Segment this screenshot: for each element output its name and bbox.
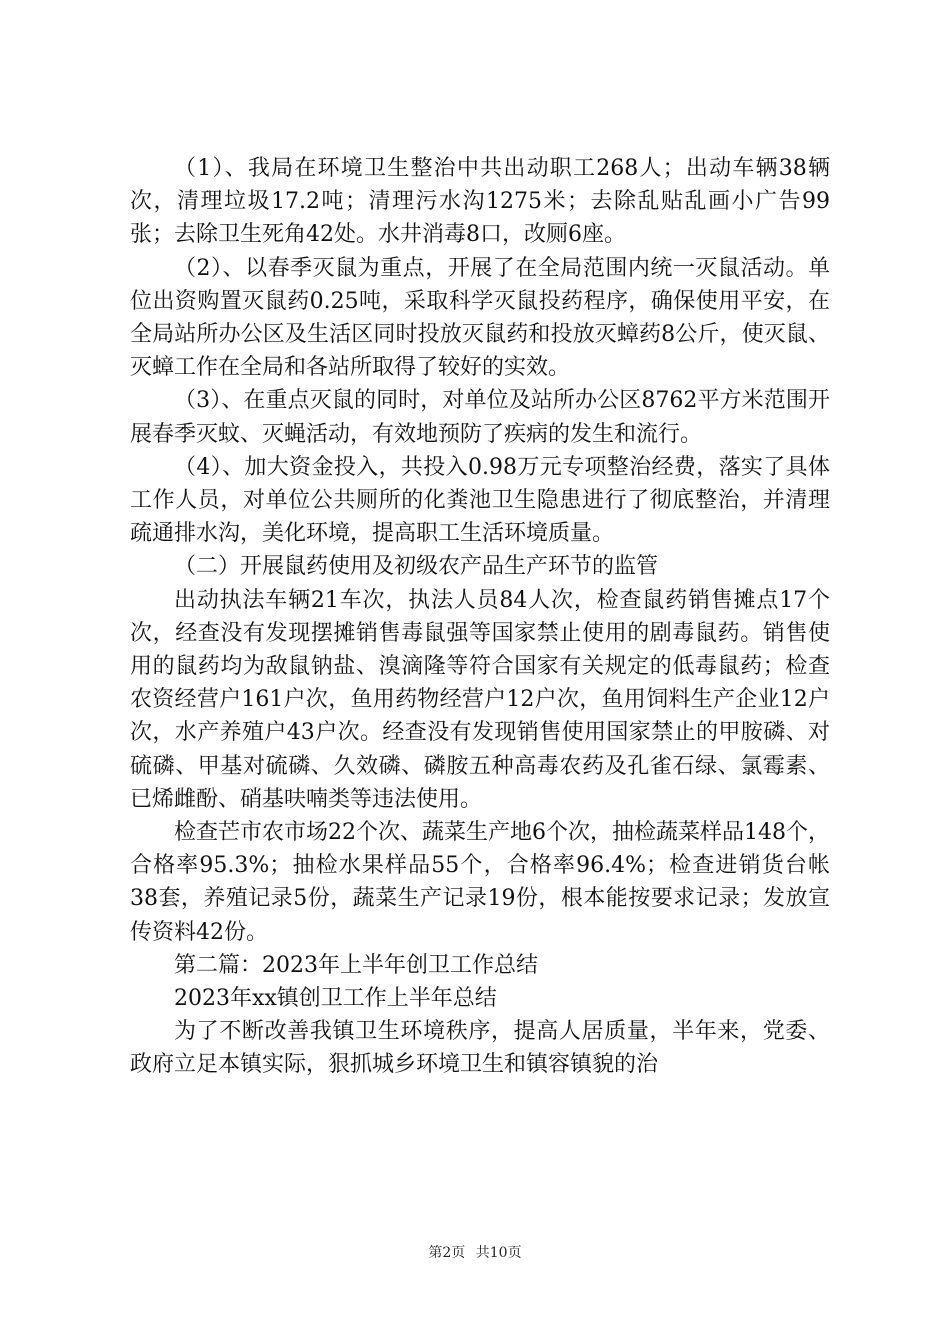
section-heading: （二）开展鼠药使用及初级农产品生产环节的监管 xyxy=(174,554,659,580)
paragraph-1: （1）、我局在环境卫生整治中共出动职工268人；出动车辆38辆次，清理垃圾17.2吨；清理污水沟1275米；去除乱贴乱画小广告99张；去除卫生死角42处。水井消毒8口，改厕6座。 xyxy=(130,156,830,248)
paragraph-3: （3）、在重点灭鼠的同时，对单位及站所办公区8762平方米范围开展春季灭蚊、灭蝇活动，有效地预防了疾病的发生和流行。 xyxy=(130,388,830,447)
report-title: 2023年xx镇创卫工作上半年总结 xyxy=(174,986,497,1012)
document-body xyxy=(130,152,830,1082)
chapter-title: 第二篇：2023年上半年创卫工作总结 xyxy=(174,952,538,978)
paragraph-6: 检查芒市农市场22个次、蔬菜生产地6个次，抽检蔬菜样品148个，合格率95.3%；抽检水果样品55个，合格率96.4%；检查进销货台帐38套，养殖记录5份，蔬菜生产记录19份，根本能按要求记录；发放宣传资料42份。 xyxy=(130,820,830,945)
page-number: 第2页 xyxy=(428,1245,466,1261)
paragraph-5: 出动执法车辆21车次，执法人员84人次，检查鼠药销售摊点17个次，经查没有发现摆摊销售毒鼠强等国家禁止使用的剧毒鼠药。销售使用的鼠药均为敌鼠钠盐、溴滴隆等符合国家有关规定的低毒鼠药；检查农资经营户161户次，鱼用药物经营户12户次，鱼用饲料生产企业12户次，水产养殖户43户次。经查没有发现销售使用国家禁止的甲胺磷、对硫磷、甲基对硫磷、久效磷、磷胺五种高毒农药及孔雀石绿、氯霉素、已烯雌酚、硝基呋喃类等违法使用。 xyxy=(130,587,830,812)
paragraph-2: （2）、以春季灭鼠为重点，开展了在全局范围内统一灭鼠活动。单位出资购置灭鼠药0.25吨，采取科学灭鼠投药程序，确保使用平安，在全局站所办公区及生活区同时投放灭鼠药和投放灭蟑药8公斤，使灭鼠、灭蟑工作在全局和各站所取得了较好的实效。 xyxy=(130,255,830,381)
paragraph-4: （4）、加大资金投入，共投入0.98万元专项整治经费，落实了具体工作人员，对单位公共厕所的化粪池卫生隐患进行了彻底整治，并清理疏通排水沟，美化环境，提高职工生活环境质量。 xyxy=(130,454,830,547)
paragraph-7: 为了不断改善我镇卫生环境秩序，提高人居质量，半年来，党委、政府立足本镇实际，狠抓城乡环境卫生和镇容镇貌的治 xyxy=(130,1019,830,1078)
page-total: 共10页 xyxy=(475,1245,522,1261)
page-footer xyxy=(0,1242,950,1262)
